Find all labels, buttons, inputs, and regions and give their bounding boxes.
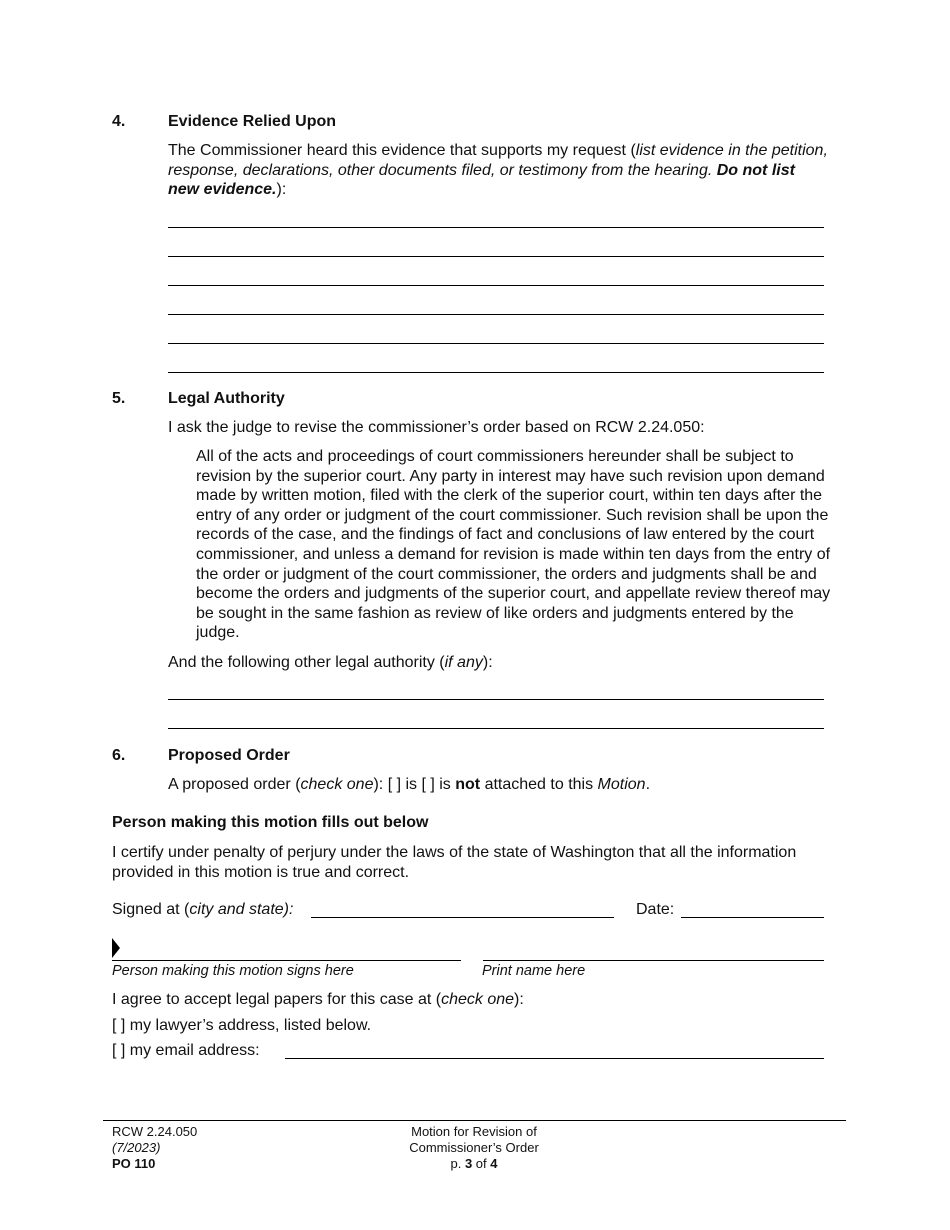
authority-line-2[interactable] (168, 728, 824, 729)
signed-at-line[interactable] (311, 917, 614, 918)
agree-text: I agree to accept legal papers for this case at (check one): (112, 991, 524, 1008)
signature-heading: Person making this motion fills out below (112, 814, 429, 831)
evidence-line-4[interactable] (168, 314, 824, 315)
email-option[interactable]: [ ] my email address: (112, 1042, 260, 1059)
section-4-heading: Evidence Relied Upon (168, 113, 337, 130)
date-line[interactable] (681, 917, 824, 918)
authority-line-1[interactable] (168, 699, 824, 700)
evidence-line-1[interactable] (168, 227, 824, 228)
section-6-number: 6. (112, 747, 126, 764)
signature-line[interactable] (112, 960, 461, 961)
evidence-line-5[interactable] (168, 343, 824, 344)
footer-title-2: Commissioner’s Order (409, 1140, 539, 1155)
date-label: Date: (636, 901, 675, 918)
section-4-number: 4. (112, 113, 126, 130)
signs-here-label: Person making this motion signs here (112, 963, 354, 979)
certify-text: I certify under penalty of perjury under the laws of the state of Washington that all the information provided in this motion is true and correct. (112, 844, 797, 881)
lawyer-address-option[interactable]: [ ] my lawyer’s address, listed below. (112, 1017, 372, 1034)
evidence-line-2[interactable] (168, 256, 824, 257)
signed-at-label: Signed at (city and state): (112, 901, 294, 918)
section-5-intro: I ask the judge to revise the commissioner’s order based on RCW 2.24.050: (168, 419, 705, 436)
footer-center (374, 1124, 574, 1172)
print-name-label: Print name here (482, 963, 586, 979)
footer-rule (103, 1120, 846, 1121)
footer-title-1: Motion for Revision of (411, 1124, 537, 1139)
print-name-line[interactable] (483, 960, 824, 961)
footer-rcw: RCW 2.24.050 (112, 1124, 198, 1139)
section-6-heading: Proposed Order (168, 747, 290, 764)
footer-form-number: PO 110 (112, 1156, 156, 1171)
evidence-line-3[interactable] (168, 285, 824, 286)
section-5-heading: Legal Authority (168, 390, 285, 407)
footer-date: (7/2023) (112, 1140, 161, 1155)
proposed-order-text: A proposed order (check one): [ ] is [ ] is not attached to this Motion. (168, 776, 651, 793)
other-authority-label: And the following other legal authority (if any): (168, 654, 493, 671)
footer-left (112, 1124, 197, 1172)
footer-page: p. 3 of 4 (450, 1156, 498, 1171)
section-5-number: 5. (112, 390, 126, 407)
signature-arrow-icon (112, 938, 121, 958)
evidence-line-6[interactable] (168, 372, 824, 373)
rcw-quote: All of the acts and proceedings of court commissioners hereunder shall be subject to revision by the superior court. Any party in interest may have such revision upon demand made by written motion, filed with the clerk of the superior court, within ten days after the entry of any order or judgment of the court commissioner. Such revision shall be upon the records of the case, and the findings of fact and conclusions of law entered by the court commissioner, and unless a demand for revision is made within ten days from the entry of the order or judgment of the court commissioner, the orders and judgments shall be and become the orders and judgments of the superior court, and appellate review thereof may be sought in the same fashion as review of like orders and judgments entered by the judge. (196, 448, 831, 642)
email-line[interactable] (285, 1058, 824, 1059)
section-4-intro: The Commissioner heard this evidence that supports my request (list evidence in the petition, response, declarations, other documents filed, or testimony from the hearing. Do not list new evidence.): (168, 142, 828, 198)
